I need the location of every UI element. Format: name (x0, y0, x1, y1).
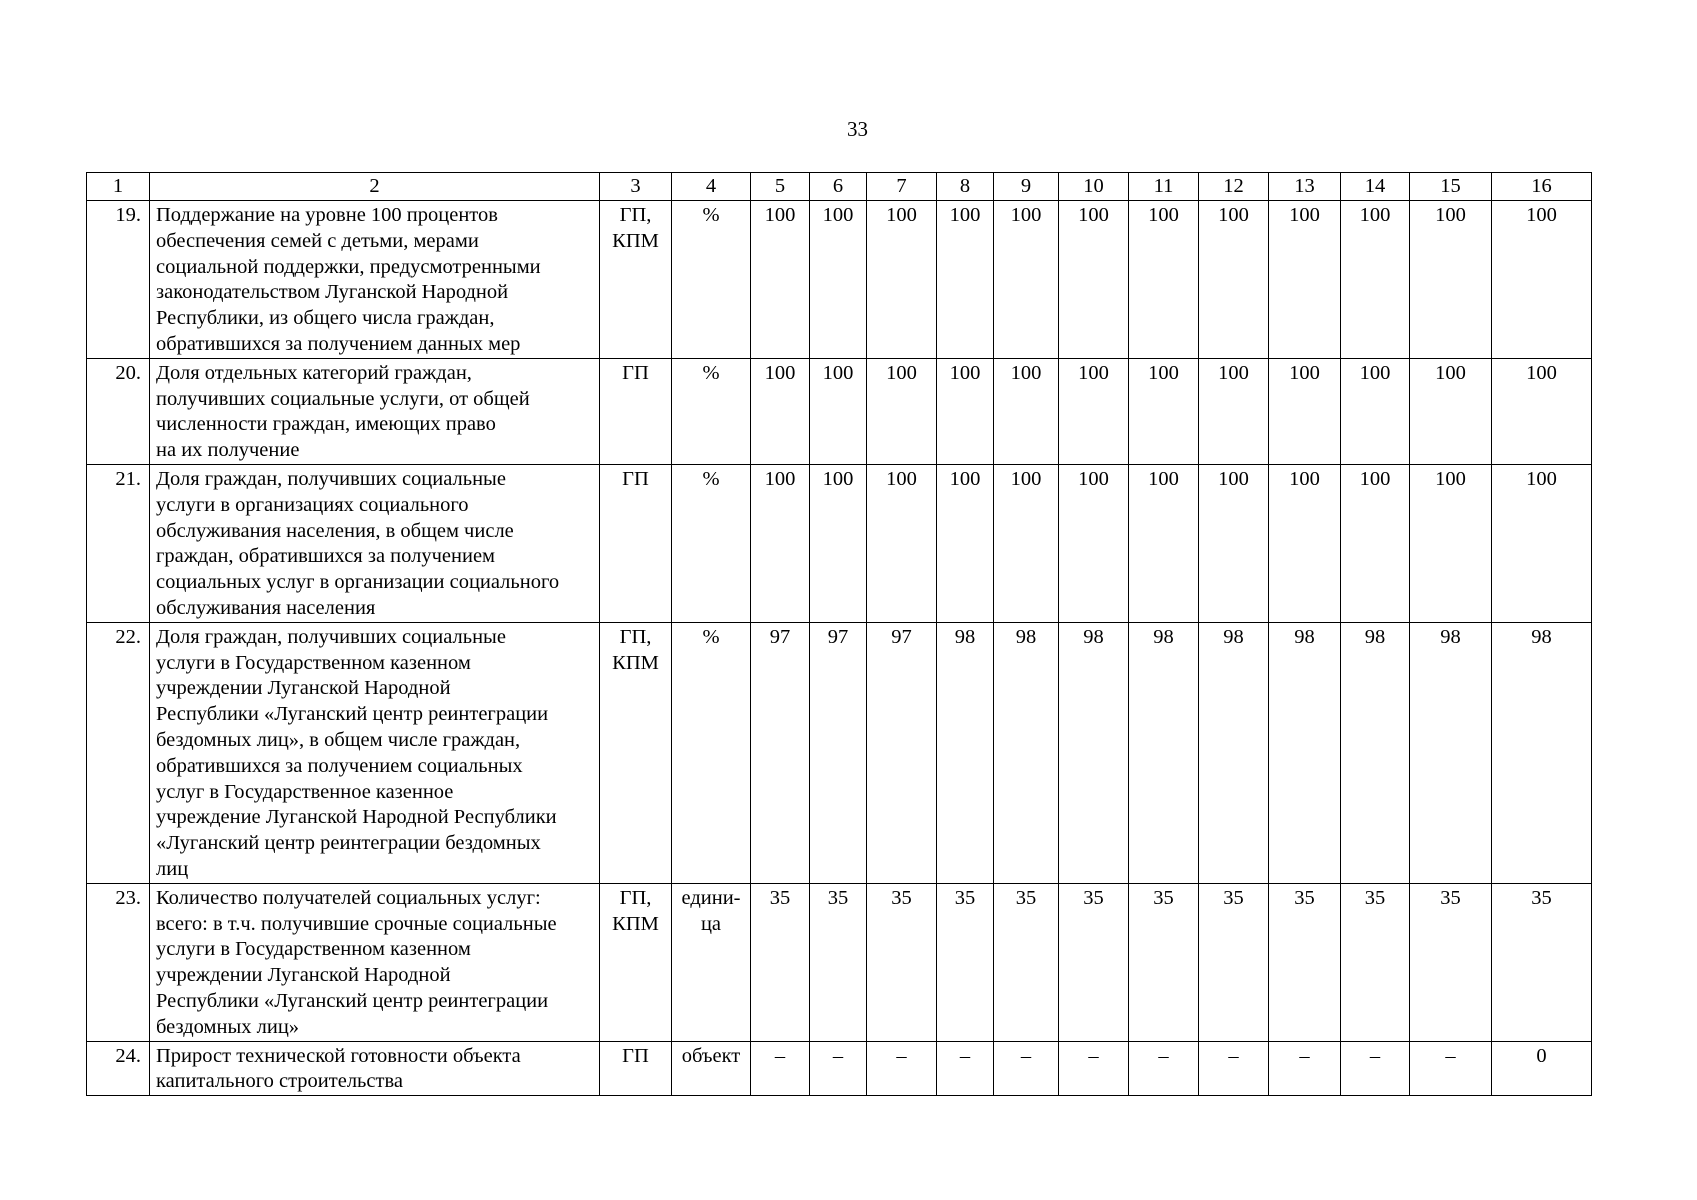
column-number-cell: 11 (1129, 173, 1199, 201)
column-number-cell: 5 (751, 173, 810, 201)
value-cell: 35 (1410, 883, 1492, 1041)
value-cell: – (1341, 1041, 1410, 1096)
text-line: Прирост технической готовности объекта (156, 1044, 521, 1067)
row-number: 21. (87, 464, 150, 622)
unit-of-measure (672, 622, 751, 883)
text-line: обслуживания населения (156, 596, 376, 619)
text-line: граждан, обратившихся за получением (156, 545, 496, 568)
value-cell: 100 (867, 201, 937, 359)
indicator-description (150, 358, 600, 464)
value-cell: 100 (1129, 464, 1199, 622)
row-number: 19. (87, 201, 150, 359)
value-cell: 100 (937, 358, 994, 464)
text-line: ГП (622, 361, 649, 384)
program-type (600, 1041, 672, 1096)
column-number-row (87, 173, 1592, 201)
value-cell: 100 (1129, 201, 1199, 359)
text-line: объект (681, 1044, 741, 1067)
value-cell: 100 (1492, 464, 1592, 622)
value-cell: 98 (1492, 622, 1592, 883)
text-line: обратившихся за получением социальных (156, 754, 523, 777)
value-cell: 100 (1410, 358, 1492, 464)
text-line: Республики «Луганский центр реинтеграции (156, 703, 549, 726)
table-row (87, 464, 1592, 622)
value-cell: 35 (867, 883, 937, 1041)
value-cell: – (994, 1041, 1059, 1096)
text-line: учреждении Луганской Народной (156, 964, 451, 987)
value-cell: 100 (1341, 358, 1410, 464)
value-cell: 100 (810, 201, 867, 359)
text-line: численности граждан, имеющих право (156, 413, 496, 436)
text-line: учреждении Луганской Народной (156, 677, 451, 700)
column-number-cell: 13 (1269, 173, 1341, 201)
text-line: социальных услуг в организации социального (156, 571, 560, 594)
column-number-cell: 2 (150, 173, 600, 201)
value-cell: 100 (1492, 358, 1592, 464)
value-cell: – (1129, 1041, 1199, 1096)
value-cell: 100 (1269, 201, 1341, 359)
text-line: услуги в Государственном казенном (156, 938, 471, 961)
column-number-cell: 4 (672, 173, 751, 201)
program-type (600, 883, 672, 1041)
value-cell: 100 (1341, 464, 1410, 622)
value-cell: 100 (1059, 358, 1129, 464)
text-line: социальной поддержки, предусмотренными (156, 255, 541, 278)
value-cell: 100 (994, 201, 1059, 359)
table-row (87, 358, 1592, 464)
text-line: Доля отдельных категорий граждан, (156, 361, 472, 384)
text-line: бездомных лиц» (156, 1015, 300, 1038)
text-line: обеспечения семей с детьми, мерами (156, 229, 479, 252)
indicator-description (150, 464, 600, 622)
value-cell: 97 (867, 622, 937, 883)
text-line: лиц (156, 857, 189, 880)
value-cell: 100 (1269, 464, 1341, 622)
value-cell: 35 (1129, 883, 1199, 1041)
value-cell: 0 (1492, 1041, 1592, 1096)
value-cell: 98 (1199, 622, 1269, 883)
value-cell: 100 (1410, 201, 1492, 359)
column-number-cell: 8 (937, 173, 994, 201)
value-cell: – (810, 1041, 867, 1096)
row-number: 23. (87, 883, 150, 1041)
value-cell: 98 (1059, 622, 1129, 883)
table-row (87, 883, 1592, 1041)
value-cell: 100 (1341, 201, 1410, 359)
text-line: всего: в т.ч. получившие срочные социальные (156, 912, 557, 935)
value-cell: 35 (1341, 883, 1410, 1041)
text-line: получивших социальные услуги, от общей (156, 387, 530, 410)
column-number-cell: 7 (867, 173, 937, 201)
value-cell: – (1269, 1041, 1341, 1096)
column-number-cell: 1 (87, 173, 150, 201)
table-row (87, 201, 1592, 359)
text-line: услуги в организациях социального (156, 493, 469, 516)
value-cell: 100 (1199, 464, 1269, 622)
text-line: % (702, 625, 720, 648)
row-number: 24. (87, 1041, 150, 1096)
text-line: на их получение (156, 439, 300, 462)
indicator-description (150, 201, 600, 359)
value-cell: 100 (751, 358, 810, 464)
text-line: ГП, (619, 886, 652, 909)
text-line: законодательством Луганской Народной (156, 281, 509, 304)
value-cell: 100 (1199, 201, 1269, 359)
text-line: ГП, (619, 204, 652, 226)
value-cell: 100 (1410, 464, 1492, 622)
text-line: КПМ (612, 912, 659, 935)
row-number: 22. (87, 622, 150, 883)
program-type (600, 464, 672, 622)
column-number-cell: 14 (1341, 173, 1410, 201)
value-cell: 100 (937, 201, 994, 359)
value-cell: 98 (937, 622, 994, 883)
text-line: едини- (681, 886, 741, 909)
value-cell: 100 (1059, 201, 1129, 359)
value-cell: 35 (1269, 883, 1341, 1041)
unit-of-measure (672, 464, 751, 622)
indicator-description (150, 883, 600, 1041)
text-line: % (702, 467, 720, 490)
value-cell: 35 (1059, 883, 1129, 1041)
value-cell: 100 (937, 464, 994, 622)
program-type (600, 358, 672, 464)
text-line: Доля граждан, получивших социальные (156, 625, 506, 648)
text-line: КПМ (612, 229, 659, 252)
text-line: обслуживания населения, в общем числе (156, 519, 514, 542)
value-cell: 100 (751, 201, 810, 359)
text-line: ГП (622, 467, 649, 490)
value-cell: 100 (867, 464, 937, 622)
value-cell: – (1410, 1041, 1492, 1096)
column-number-cell: 3 (600, 173, 672, 201)
value-cell: 100 (810, 358, 867, 464)
value-cell: 100 (1129, 358, 1199, 464)
text-line: ГП, (619, 625, 652, 648)
column-number-cell: 10 (1059, 173, 1129, 201)
text-line: обратившихся за получением данных мер (156, 332, 521, 355)
value-cell: 97 (751, 622, 810, 883)
text-line: % (702, 361, 720, 384)
value-cell: – (867, 1041, 937, 1096)
value-cell: – (751, 1041, 810, 1096)
value-cell: 35 (810, 883, 867, 1041)
value-cell: 100 (810, 464, 867, 622)
text-line: бездомных лиц», в общем числе граждан, (156, 728, 521, 751)
text-line: услуги в Государственном казенном (156, 651, 471, 674)
program-type (600, 201, 672, 359)
text-line: Доля граждан, получивших социальные (156, 467, 506, 490)
value-cell: 97 (810, 622, 867, 883)
unit-of-measure (672, 1041, 751, 1096)
unit-of-measure (672, 883, 751, 1041)
value-cell: 35 (1492, 883, 1592, 1041)
text-line: Поддержание на уровне 100 процентов (156, 204, 498, 226)
text-line: ГП (622, 1044, 649, 1067)
value-cell: 100 (867, 358, 937, 464)
text-line: «Луганский центр реинтеграции бездомных (156, 832, 541, 855)
value-cell: 100 (1059, 464, 1129, 622)
value-cell: 100 (1492, 201, 1592, 359)
column-number-cell: 9 (994, 173, 1059, 201)
column-number-cell: 6 (810, 173, 867, 201)
text-line: учреждение Луганской Народной Республики (156, 806, 557, 829)
value-cell: 35 (1199, 883, 1269, 1041)
value-cell: 100 (751, 464, 810, 622)
value-cell: 98 (1269, 622, 1341, 883)
text-line: Республики «Луганский центр реинтеграции (156, 989, 549, 1012)
table-row (87, 622, 1592, 883)
text-line: Количество получателей социальных услуг: (156, 886, 541, 909)
page-number: 33 (847, 117, 868, 141)
value-cell: 98 (1129, 622, 1199, 883)
row-number: 20. (87, 358, 150, 464)
text-line: капитального строительства (156, 1070, 403, 1093)
text-line: КПМ (612, 651, 659, 674)
table-row (87, 1041, 1592, 1096)
value-cell: 98 (1410, 622, 1492, 883)
value-cell: 100 (1269, 358, 1341, 464)
value-cell: 98 (994, 622, 1059, 883)
column-number-cell: 15 (1410, 173, 1492, 201)
value-cell: 100 (994, 358, 1059, 464)
text-line: % (702, 204, 720, 226)
value-cell: 100 (994, 464, 1059, 622)
text-line: ца (700, 912, 722, 935)
value-cell: 35 (751, 883, 810, 1041)
indicator-description (150, 1041, 600, 1096)
value-cell: – (1199, 1041, 1269, 1096)
text-line: услуг в Государственное казенное (156, 780, 454, 803)
value-cell: 35 (937, 883, 994, 1041)
value-cell: – (1059, 1041, 1129, 1096)
value-cell: 35 (994, 883, 1059, 1041)
unit-of-measure (672, 201, 751, 359)
indicator-table (86, 172, 1592, 1096)
value-cell: 98 (1341, 622, 1410, 883)
text-line: Республики, из общего числа граждан, (156, 307, 495, 330)
column-number-cell: 16 (1492, 173, 1592, 201)
indicator-description (150, 622, 600, 883)
value-cell: – (937, 1041, 994, 1096)
unit-of-measure (672, 358, 751, 464)
value-cell: 100 (1199, 358, 1269, 464)
column-number-cell: 12 (1199, 173, 1269, 201)
program-type (600, 622, 672, 883)
